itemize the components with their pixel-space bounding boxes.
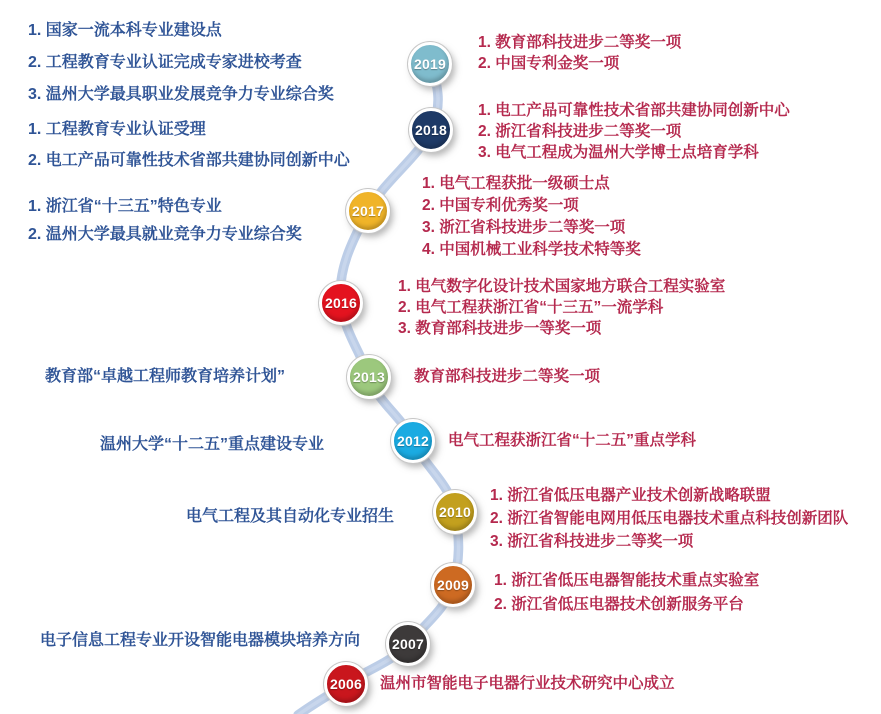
note-line: 2. 电工产品可靠性技术省部共建协同创新中心 — [28, 152, 350, 169]
year-label: 2012 — [397, 433, 429, 449]
note-line: 2. 浙江省低压电器技术创新服务平台 — [494, 596, 744, 613]
year-badge-2017 — [346, 189, 390, 233]
note-line: 2. 工程教育专业认证完成专家进校考查 — [28, 54, 302, 71]
year-label: 2018 — [415, 122, 447, 138]
left-notes-2007 — [40, 630, 360, 652]
note-line: 1. 教育部科技进步二等奖一项 — [478, 34, 682, 51]
year-badge-2016 — [319, 281, 363, 325]
left-notes-2010 — [186, 506, 394, 528]
note-line: 电气工程获浙江省“十二五”重点学科 — [448, 432, 697, 449]
note-line: 2. 浙江省科技进步二等奖一项 — [478, 123, 682, 140]
right-notes-2009 — [494, 569, 759, 617]
right-notes-2013 — [414, 366, 600, 388]
note-line: 1. 浙江省低压电器产业技术创新战略联盟 — [490, 487, 771, 504]
year-label: 2013 — [353, 369, 385, 385]
note-line: 3. 温州大学最具职业发展竞争力专业综合奖 — [28, 86, 334, 103]
note-line: 2. 电气工程获浙江省“十三五”一流学科 — [398, 299, 664, 316]
note-line: 2. 温州大学最具就业竞争力专业综合奖 — [28, 226, 302, 243]
right-notes-2016 — [398, 276, 725, 339]
note-line: 1. 电气数字化设计技术国家地方联合工程实验室 — [398, 278, 726, 295]
right-notes-2010 — [490, 484, 848, 553]
left-notes-2017 — [28, 193, 302, 249]
year-label: 2017 — [352, 203, 384, 219]
year-badge-2010 — [433, 490, 477, 534]
note-line: 1. 电工产品可靠性技术省部共建协同创新中心 — [478, 102, 790, 119]
right-notes-2006 — [380, 673, 675, 695]
year-badge-2006 — [324, 662, 368, 706]
note-line: 电气工程及其自动化专业招生 — [186, 508, 395, 525]
note-line: 1. 国家一流本科专业建设点 — [28, 22, 222, 39]
note-line: 温州市智能电子电器行业技术研究中心成立 — [380, 675, 675, 692]
left-notes-2012 — [100, 434, 324, 456]
year-label: 2016 — [325, 295, 357, 311]
note-line: 温州大学“十二五”重点建设专业 — [100, 436, 325, 453]
year-badge-2009 — [431, 563, 475, 607]
year-badge-2019 — [408, 42, 452, 86]
note-line: 1. 工程教育专业认证受理 — [28, 121, 206, 138]
note-line: 2. 浙江省智能电网用低压电器技术重点科技创新团队 — [490, 510, 849, 527]
year-label: 2009 — [437, 577, 469, 593]
note-line: 电子信息工程专业开设智能电器模块培养方向 — [40, 632, 361, 649]
right-notes-2017 — [422, 173, 641, 261]
note-line: 2. 中国专利金奖一项 — [478, 55, 620, 72]
year-label: 2007 — [392, 636, 424, 652]
note-line: 教育部“卓越工程师教育培养计划” — [45, 368, 286, 385]
year-badge-2013 — [347, 355, 391, 399]
year-label: 2006 — [330, 676, 362, 692]
note-line: 1. 电气工程获批一级硕士点 — [422, 175, 610, 192]
left-notes-2018 — [28, 114, 350, 176]
right-notes-2012 — [448, 430, 696, 452]
note-line: 教育部科技进步二等奖一项 — [414, 368, 601, 385]
left-notes-2013 — [45, 366, 285, 388]
right-notes-2018 — [478, 100, 790, 163]
year-badge-2018 — [409, 108, 453, 152]
note-line: 2. 中国专利优秀奖一项 — [422, 197, 579, 214]
year-label: 2019 — [414, 56, 446, 72]
note-line: 3. 教育部科技进步一等奖一项 — [398, 320, 602, 337]
year-badge-2007 — [386, 622, 430, 666]
note-line: 1. 浙江省“十三五”特色专业 — [28, 198, 222, 215]
right-notes-2019 — [478, 32, 681, 74]
left-notes-2019 — [28, 15, 334, 111]
note-line: 3. 浙江省科技进步二等奖一项 — [490, 533, 694, 550]
note-line: 3. 浙江省科技进步二等奖一项 — [422, 219, 626, 236]
note-line: 1. 浙江省低压电器智能技术重点实验室 — [494, 572, 760, 589]
year-badge-2012 — [391, 419, 435, 463]
note-line: 3. 电气工程成为温州大学博士点培育学科 — [478, 144, 759, 161]
year-label: 2010 — [439, 504, 471, 520]
note-line: 4. 中国机械工业科学技术特等奖 — [422, 241, 641, 258]
